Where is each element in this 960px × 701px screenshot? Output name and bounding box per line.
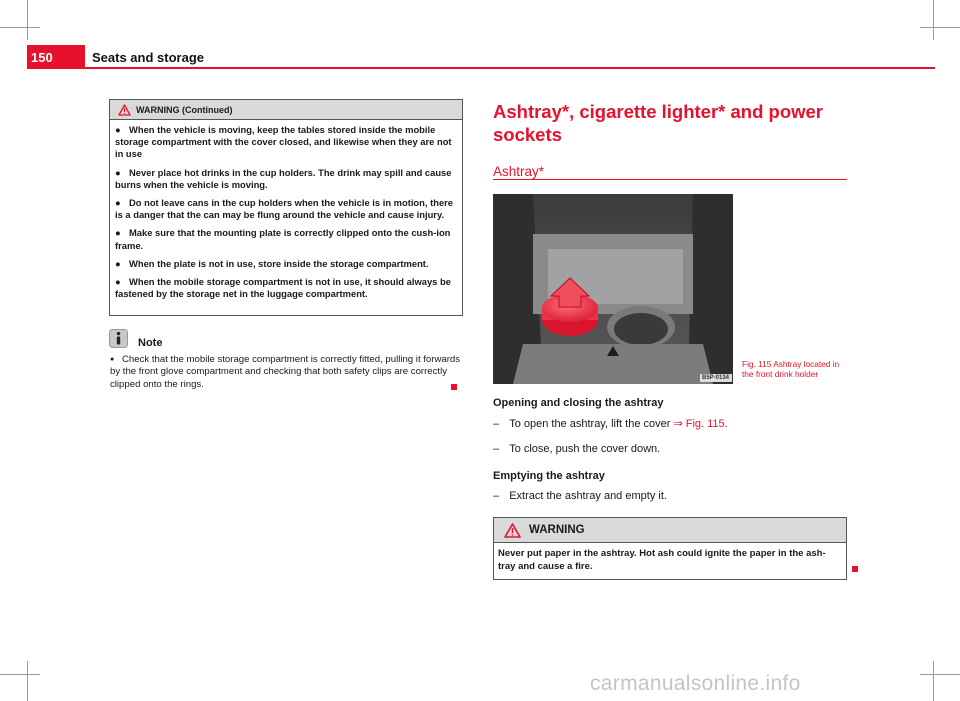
ashtray-illustration <box>493 194 733 384</box>
opening-heading: Opening and closing the ashtray <box>493 397 664 409</box>
figure-ashtray-photo <box>493 194 733 384</box>
crop-mark <box>920 674 960 675</box>
warning-triangle-icon <box>118 104 131 116</box>
bullet: ● <box>115 257 121 269</box>
figure-caption: Fig. 115 Ashtray located in the front drink holder <box>742 359 840 379</box>
figure-code: B5P-0134 <box>702 375 730 381</box>
emptying-heading: Emptying the ashtray <box>493 470 605 482</box>
note-text: ● Check that the mobile storage compartment is correctly fitted, pulling it forwards by the front glove compartment and checking that both safety clips are correctly clipped onto the rings. <box>110 354 461 390</box>
warning-continued-title: WARNING (Continued) <box>136 104 233 115</box>
running-title: Seats and storage <box>92 50 204 65</box>
warning-box <box>493 517 847 580</box>
section-end-marker <box>451 384 457 390</box>
warning-item: ● Make sure that the mounting plate is correctly clipped onto the cush-ion frame. <box>115 227 451 251</box>
warning-item: ● Do not leave cans in the cup holders when the vehicle is in motion, there is a danger that the can may be flung around the vehicle and cause injury. <box>115 197 454 221</box>
warning-item: ● When the mobile storage compartment is not in use, it should always be fastened by the storage net in the luggage compartment. <box>115 276 451 300</box>
section-title: Ashtray*, cigarette lighter* and power sockets <box>493 101 824 145</box>
header-rule <box>27 67 935 69</box>
emptying-step-1: – Extract the ashtray and empty it. <box>493 490 667 502</box>
warning-item: ● When the plate is not in use, store inside the storage compartment. <box>115 257 429 269</box>
crop-mark <box>933 0 934 40</box>
info-note-icon <box>109 329 128 348</box>
opening-step-2: – To close, push the cover down. <box>493 443 661 455</box>
warning-continued-header <box>110 100 462 120</box>
crop-mark <box>27 0 28 40</box>
warning-title: WARNING <box>529 524 585 536</box>
bullet: ● <box>115 124 121 135</box>
bullet: ● <box>115 197 121 209</box>
watermark: carmanualsonline.info <box>590 672 801 695</box>
bullet: ● <box>115 227 121 239</box>
section-end-marker <box>852 566 858 572</box>
section-subtitle: Ashtray* <box>493 164 545 179</box>
crop-mark <box>27 661 28 701</box>
crop-mark <box>0 27 40 28</box>
warning-item: ● Never place hot drinks in the cup holders. The drink may spill and cause burns when the vehicle is moving. <box>115 166 452 190</box>
warning-continued-box <box>109 99 463 316</box>
opening-step-1: – To open the ashtray, lift the cover ⇒ Fig. 115. <box>493 418 728 430</box>
page-number: 150 <box>31 50 53 65</box>
bullet: ● <box>115 276 121 288</box>
warning-header <box>494 518 846 543</box>
warning-continued-list <box>110 120 462 300</box>
warning-text: Never put paper in the ashtray. Hot ash could ignite the paper in the ash-tray and cause a fire. <box>498 548 826 572</box>
figure-link[interactable]: ⇒ Fig. 115 <box>673 418 725 430</box>
warning-item: ● When the vehicle is moving, keep the tables stored inside the mobile storage compartment with the cover closed, and likewise when they are not in use <box>115 124 452 160</box>
note-title: Note <box>138 337 163 349</box>
subtitle-rule <box>493 179 847 180</box>
bullet: ● <box>110 356 115 363</box>
crop-mark <box>920 27 960 28</box>
crop-mark <box>933 661 934 701</box>
warning-triangle-icon <box>504 523 521 538</box>
crop-mark <box>0 674 40 675</box>
bullet: ● <box>115 166 121 178</box>
